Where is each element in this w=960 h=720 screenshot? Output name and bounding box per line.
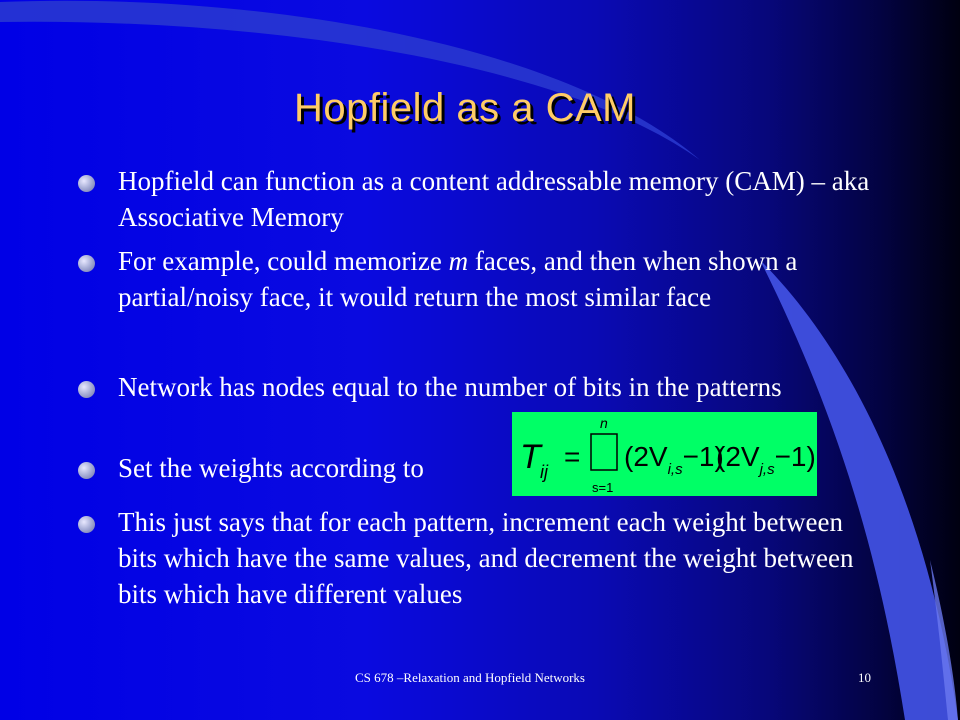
bullet-5: This just says that for each pattern, increment each weight between bits which have the same values, and decrement the weight between bits which have different values <box>118 507 854 609</box>
bullet-4: Set the weights according to <box>118 453 424 483</box>
summation-symbol-placeholder <box>591 434 617 470</box>
formula-sum-upper: n <box>600 415 608 431</box>
formula-term-1-tail: −1) <box>682 441 724 472</box>
bullet-1: Hopfield can function as a content addressable memory (CAM) – aka Associative Memory <box>118 166 870 232</box>
bullet-2-variable: m <box>448 246 469 276</box>
bullet-2 <box>118 243 888 315</box>
bullet-2-text-b: faces, and then when shown a partial/noisy face, it would return the most similar face <box>118 246 798 312</box>
formula-term-2-head: (2V <box>716 441 760 472</box>
formula-lhs-subscript: ij <box>540 462 548 482</box>
formula-sum-lower: s=1 <box>592 480 614 495</box>
formula-term-2-subscript: j,s <box>759 461 775 478</box>
formula-lhs: T <box>520 438 541 476</box>
slide-title: Hopfield as a CAM <box>294 86 636 130</box>
bullet-dot-3 <box>78 381 95 398</box>
formula-term-1 <box>624 441 724 478</box>
formula-term-2-tail: −1) <box>774 441 816 472</box>
formula-term-1-head: (2V <box>624 441 668 472</box>
bullet-dot-4 <box>78 462 95 479</box>
page-number: 10 <box>858 670 871 685</box>
bullet-dot-1 <box>78 175 95 192</box>
formula-equals: = <box>564 441 581 472</box>
footer-course-title: CS 678 –Relaxation and Hopfield Networks <box>355 670 585 685</box>
bullet-3: Network has nodes equal to the number of bits in the patterns <box>118 372 782 402</box>
bullet-dot-5 <box>78 516 95 533</box>
weight-formula <box>512 412 817 496</box>
swoosh-left-arc <box>0 1 700 160</box>
formula-term-1-subscript: i,s <box>667 461 683 478</box>
bullet-dot-2 <box>78 255 95 272</box>
bullet-2-text-a: For example, could memorize <box>118 246 449 276</box>
formula-term-2 <box>716 441 816 478</box>
